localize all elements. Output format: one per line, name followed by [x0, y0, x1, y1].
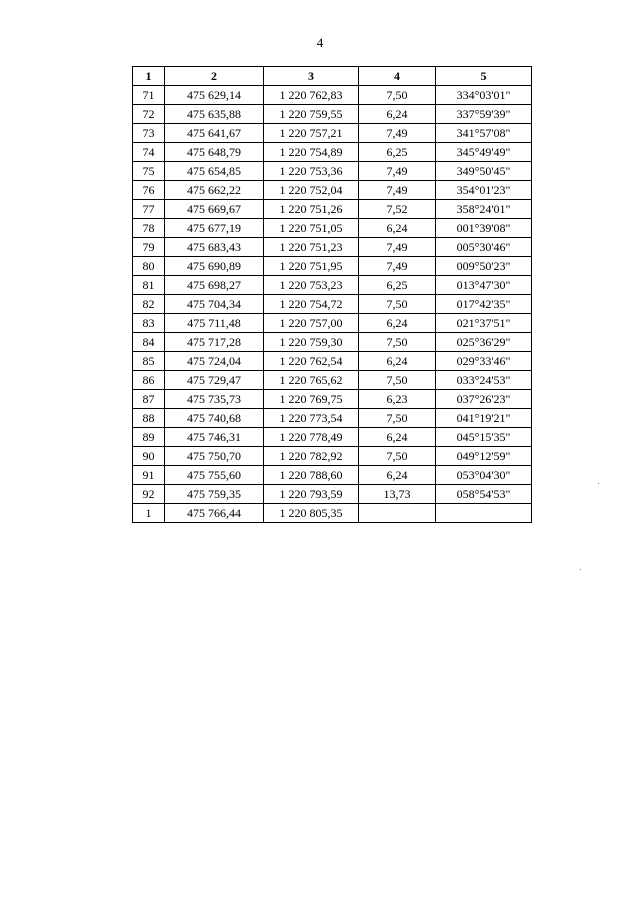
cell-y: 1 220 752,04 [264, 181, 359, 200]
cell-y: 1 220 778,49 [264, 428, 359, 447]
cell-point: 72 [133, 105, 165, 124]
cell-x: 475 717,28 [165, 333, 264, 352]
table-row [133, 333, 532, 352]
cell-bearing: 053°04'30" [436, 466, 532, 485]
cell-point: 73 [133, 124, 165, 143]
cell-x: 475 677,19 [165, 219, 264, 238]
cell-y: 1 220 753,36 [264, 162, 359, 181]
cell-y: 1 220 751,95 [264, 257, 359, 276]
cell-distance: 6,24 [359, 352, 436, 371]
cell-point: 83 [133, 314, 165, 333]
table-row [133, 86, 532, 105]
cell-distance: 6,24 [359, 466, 436, 485]
cell-distance: 7,49 [359, 162, 436, 181]
cell-distance: 7,49 [359, 181, 436, 200]
cell-distance: 7,49 [359, 238, 436, 257]
cell-x: 475 759,35 [165, 485, 264, 504]
table-row [133, 390, 532, 409]
cell-y: 1 220 754,89 [264, 143, 359, 162]
cell-distance: 7,50 [359, 371, 436, 390]
table-row [133, 200, 532, 219]
cell-point: 92 [133, 485, 165, 504]
cell-distance: 6,24 [359, 219, 436, 238]
table-header [133, 67, 532, 86]
cell-point: 71 [133, 86, 165, 105]
header-row [133, 67, 532, 86]
cell-point: 82 [133, 295, 165, 314]
table-row [133, 352, 532, 371]
cell-point: 81 [133, 276, 165, 295]
cell-y: 1 220 753,23 [264, 276, 359, 295]
cell-bearing: 037°26'23" [436, 390, 532, 409]
cell-bearing: 341°57'08" [436, 124, 532, 143]
cell-distance [359, 504, 436, 523]
cell-distance: 7,50 [359, 295, 436, 314]
cell-distance: 6,25 [359, 276, 436, 295]
cell-distance: 7,50 [359, 86, 436, 105]
cell-x: 475 729,47 [165, 371, 264, 390]
cell-y: 1 220 773,54 [264, 409, 359, 428]
cell-x: 475 669,67 [165, 200, 264, 219]
column-header-bearing: 5 [436, 67, 532, 86]
cell-x: 475 766,44 [165, 504, 264, 523]
cell-bearing: 041°19'21" [436, 409, 532, 428]
cell-bearing: 337°59'39" [436, 105, 532, 124]
table-row [133, 409, 532, 428]
cell-y: 1 220 754,72 [264, 295, 359, 314]
cell-y: 1 220 793,59 [264, 485, 359, 504]
cell-distance: 7,50 [359, 333, 436, 352]
cell-x: 475 690,89 [165, 257, 264, 276]
cell-bearing: 049°12'59" [436, 447, 532, 466]
scan-speck [598, 483, 599, 484]
cell-y: 1 220 759,55 [264, 105, 359, 124]
cell-y: 1 220 765,62 [264, 371, 359, 390]
cell-bearing: 029°33'46" [436, 352, 532, 371]
cell-bearing: 358°24'01" [436, 200, 532, 219]
cell-distance: 7,49 [359, 124, 436, 143]
cell-y: 1 220 757,21 [264, 124, 359, 143]
cell-bearing: 354°01'23" [436, 181, 532, 200]
cell-x: 475 735,73 [165, 390, 264, 409]
table-body [133, 86, 532, 523]
cell-point: 80 [133, 257, 165, 276]
cell-y: 1 220 762,83 [264, 86, 359, 105]
cell-point: 85 [133, 352, 165, 371]
table-row [133, 143, 532, 162]
column-header-x: 2 [165, 67, 264, 86]
cell-x: 475 662,22 [165, 181, 264, 200]
page-number: 4 [316, 35, 324, 50]
cell-x: 475 704,34 [165, 295, 264, 314]
table-row [133, 124, 532, 143]
table-row [133, 447, 532, 466]
cell-y: 1 220 759,30 [264, 333, 359, 352]
cell-x: 475 698,27 [165, 276, 264, 295]
table-row [133, 428, 532, 447]
cell-x: 475 635,88 [165, 105, 264, 124]
cell-bearing: 045°15'35" [436, 428, 532, 447]
cell-x: 475 648,79 [165, 143, 264, 162]
column-header-y: 3 [264, 67, 359, 86]
cell-bearing: 001°39'08" [436, 219, 532, 238]
table-row [133, 257, 532, 276]
cell-point: 86 [133, 371, 165, 390]
table-row [133, 295, 532, 314]
cell-bearing: 033°24'53" [436, 371, 532, 390]
cell-point: 75 [133, 162, 165, 181]
coordinates-table [132, 66, 532, 523]
cell-distance: 6,24 [359, 314, 436, 333]
cell-point: 88 [133, 409, 165, 428]
cell-distance: 13,73 [359, 485, 436, 504]
cell-distance: 6,24 [359, 428, 436, 447]
cell-y: 1 220 757,00 [264, 314, 359, 333]
table-row [133, 485, 532, 504]
column-header-distance: 4 [359, 67, 436, 86]
cell-bearing: 021°37'51" [436, 314, 532, 333]
table-row [133, 238, 532, 257]
cell-distance: 7,52 [359, 200, 436, 219]
cell-y: 1 220 751,23 [264, 238, 359, 257]
cell-x: 475 724,04 [165, 352, 264, 371]
cell-bearing: 334°03'01" [436, 86, 532, 105]
table-row [133, 466, 532, 485]
cell-bearing [436, 504, 532, 523]
table-row [133, 162, 532, 181]
scan-speck [580, 569, 581, 570]
cell-point: 84 [133, 333, 165, 352]
cell-x: 475 629,14 [165, 86, 264, 105]
cell-x: 475 750,70 [165, 447, 264, 466]
table-row [133, 314, 532, 333]
cell-bearing: 009°50'23" [436, 257, 532, 276]
column-header-point: 1 [133, 67, 165, 86]
cell-distance: 7,50 [359, 409, 436, 428]
cell-y: 1 220 751,05 [264, 219, 359, 238]
table-row [133, 504, 532, 523]
table-row [133, 276, 532, 295]
cell-bearing: 013°47'30" [436, 276, 532, 295]
cell-bearing: 005°30'46" [436, 238, 532, 257]
cell-x: 475 654,85 [165, 162, 264, 181]
cell-point: 91 [133, 466, 165, 485]
cell-x: 475 711,48 [165, 314, 264, 333]
cell-point: 77 [133, 200, 165, 219]
cell-distance: 7,50 [359, 447, 436, 466]
cell-y: 1 220 769,75 [264, 390, 359, 409]
cell-x: 475 746,31 [165, 428, 264, 447]
cell-bearing: 025°36'29" [436, 333, 532, 352]
cell-point: 79 [133, 238, 165, 257]
cell-bearing: 017°42'35" [436, 295, 532, 314]
cell-point: 78 [133, 219, 165, 238]
cell-y: 1 220 782,92 [264, 447, 359, 466]
cell-distance: 7,49 [359, 257, 436, 276]
cell-bearing: 349°50'45" [436, 162, 532, 181]
table-row [133, 219, 532, 238]
cell-point: 74 [133, 143, 165, 162]
table-row [133, 181, 532, 200]
cell-x: 475 641,67 [165, 124, 264, 143]
cell-point: 76 [133, 181, 165, 200]
cell-point: 1 [133, 504, 165, 523]
cell-x: 475 755,60 [165, 466, 264, 485]
cell-distance: 6,23 [359, 390, 436, 409]
table-row [133, 105, 532, 124]
cell-y: 1 220 762,54 [264, 352, 359, 371]
cell-bearing: 058°54'53" [436, 485, 532, 504]
cell-y: 1 220 751,26 [264, 200, 359, 219]
cell-distance: 6,25 [359, 143, 436, 162]
cell-y: 1 220 788,60 [264, 466, 359, 485]
cell-x: 475 740,68 [165, 409, 264, 428]
cell-point: 87 [133, 390, 165, 409]
cell-distance: 6,24 [359, 105, 436, 124]
cell-bearing: 345°49'49" [436, 143, 532, 162]
cell-x: 475 683,43 [165, 238, 264, 257]
table-row [133, 371, 532, 390]
cell-y: 1 220 805,35 [264, 504, 359, 523]
cell-point: 90 [133, 447, 165, 466]
cell-point: 89 [133, 428, 165, 447]
